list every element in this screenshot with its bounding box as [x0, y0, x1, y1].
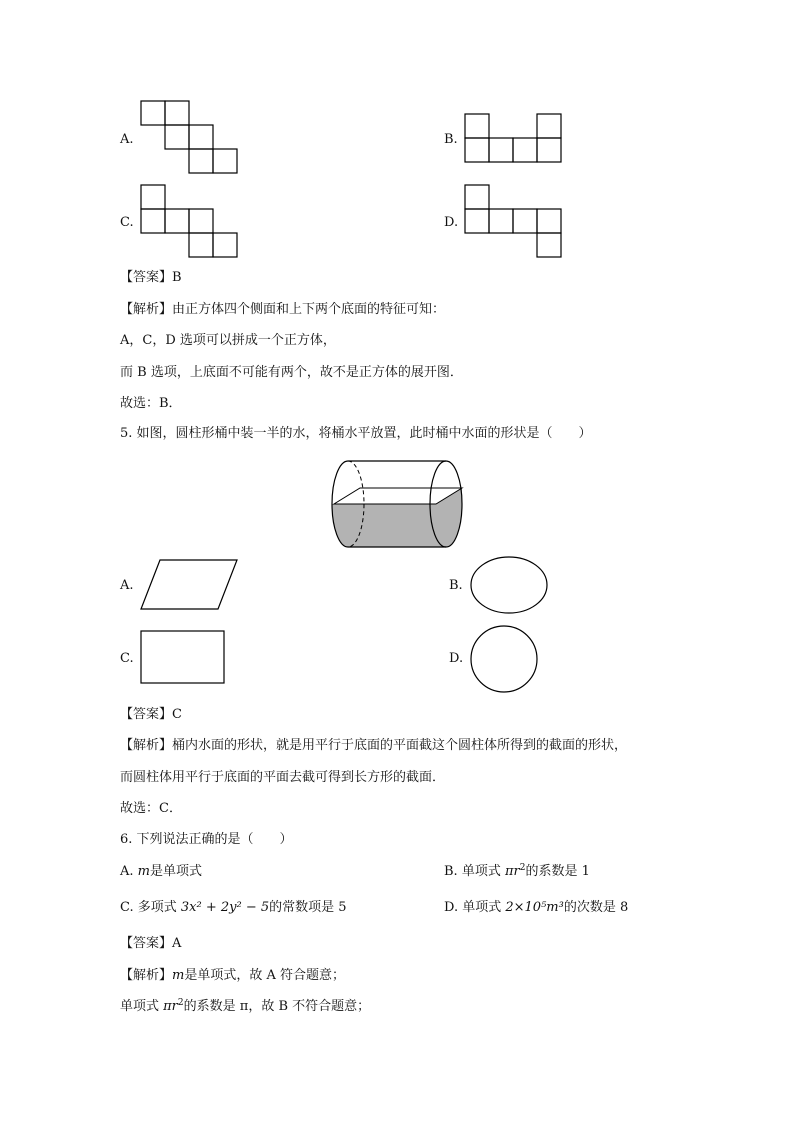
q6-option-b: B. 单项式 $\pi r^2$的系数是 1	[444, 863, 590, 879]
q4-option-a-label: A.	[120, 132, 134, 147]
q6-stem: 6. 下列说法正确的是（ ）	[120, 832, 293, 847]
q5-stem: 5. 如图，圆柱形桶中装一半的水，将桶水平放置，此时桶中水面的形状是（ ）	[120, 426, 592, 441]
q4-analysis-2: A，C，D 选项可以拼成一个正方体，	[120, 333, 336, 348]
q4-option-c-net	[140, 184, 240, 260]
q5-option-a-parallelogram	[140, 559, 240, 611]
q6-analysis-2: 单项式 $\pi r^2$的系数是 π，故 B 不符合题意；	[120, 998, 371, 1014]
q5-answer: 【答案】C	[120, 707, 182, 722]
q5-option-c-rectangle	[140, 630, 226, 684]
q5-option-b-ellipse	[470, 556, 550, 614]
q5-option-b-label: B.	[449, 578, 463, 593]
q6-option-d: D. 单项式 2×10⁵m³的次数是 8	[444, 900, 629, 915]
q5-option-d-label: D.	[449, 651, 464, 666]
q4-option-d-label: D.	[444, 215, 459, 230]
q6-answer: 【答案】A	[120, 936, 182, 951]
q5-option-a-label: A.	[120, 578, 134, 593]
q4-analysis-4: 故选：B．	[120, 396, 182, 411]
q4-option-c-label: C.	[120, 215, 134, 230]
q4-analysis-1: 【解析】由正方体四个侧面和上下两个底面的特征可知：	[120, 302, 446, 317]
q5-analysis-2: 而圆柱体用平行于底面的平面去截可得到长方形的截面．	[120, 770, 446, 785]
q6-option-c: C. 多项式 3x² + 2y² − 5的常数项是 5	[120, 900, 347, 915]
q4-option-a-net	[140, 100, 240, 176]
q5-cylinder-figure	[330, 456, 470, 552]
q5-analysis-1: 【解析】桶内水面的形状，就是用平行于底面的平面截这个圆柱体所得到的截面的形状，	[120, 738, 628, 753]
q4-answer: 【答案】B	[120, 270, 182, 285]
q5-option-d-circle	[470, 625, 540, 693]
q5-analysis-3: 故选：C．	[120, 801, 182, 816]
q4-option-b-label: B.	[444, 132, 458, 147]
q6-analysis-1: 【解析】m是单项式，故 A 符合题意；	[120, 968, 345, 983]
q4-option-b-net	[464, 113, 564, 163]
q5-option-c-label: C.	[120, 651, 134, 666]
q4-analysis-3: 而 B 选项，上底面不可能有两个，故不是正方体的展开图．	[120, 365, 463, 380]
q4-option-d-net	[464, 184, 564, 260]
q6-option-a: A. m是单项式	[120, 864, 202, 879]
